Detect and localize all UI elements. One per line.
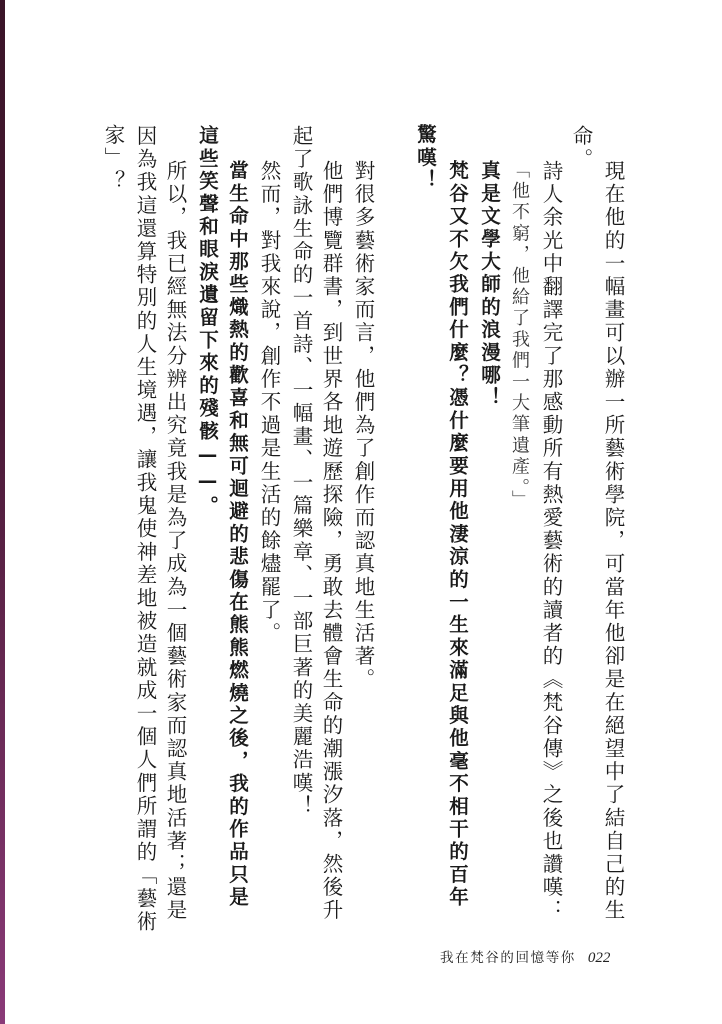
text-column bbox=[566, 0, 596, 1024]
text-column bbox=[504, 0, 534, 1024]
text-column bbox=[348, 0, 378, 1024]
text-column bbox=[536, 0, 566, 1024]
text-column bbox=[286, 0, 316, 1024]
paragraph-line: 現在他的一幅畫可以辦一所藝術學院，可當年他卻是在絕望中了結自己的生 bbox=[601, 160, 625, 923]
paragraph-line: 命。 bbox=[569, 125, 593, 172]
text-column bbox=[316, 0, 346, 1024]
text-column bbox=[254, 0, 284, 1024]
paragraph-line: 真是文學大師的浪漫哪！ bbox=[478, 160, 501, 410]
text-column bbox=[222, 0, 252, 1024]
paragraph-line: 梵谷又不欠我們什麼？憑什麼要用他淒涼的一生來滿足與他毫不相干的百年 bbox=[446, 160, 469, 910]
text-column bbox=[474, 0, 504, 1024]
text-column bbox=[598, 0, 628, 1024]
page-number: 022 bbox=[587, 950, 611, 966]
text-column bbox=[442, 0, 472, 1024]
book-title: 我在梵谷的回憶等你 bbox=[440, 950, 576, 966]
paragraph-line: 當生命中那些熾熱的歡喜和無可迴避的悲傷在熊熊燃燒之後，我的作品只是 bbox=[226, 160, 249, 910]
text-column bbox=[160, 0, 190, 1024]
paragraph-line: 詩人余光中翻譯完了那感動所有熱愛藝術的讀者的《梵谷傳》之後也讚嘆： bbox=[539, 160, 563, 923]
text-column bbox=[130, 0, 160, 1024]
paragraph-line: 然而，對我來說，創作不過是生活的餘燼罷了。 bbox=[257, 160, 281, 646]
paragraph-line: 因為我這還算特別的人生境遇，讓我鬼使神差地被造就成一個人們所謂的「藝術 bbox=[133, 125, 157, 934]
paragraph-line: 驚嘆！ bbox=[414, 124, 437, 193]
paragraph-line: 所以，我已經無法分辨出究竟我是為了成為一個藝術家而認真地活著；還是 bbox=[163, 160, 187, 923]
quotation-line: 「他不窮，他給了我們一大筆遺產。」 bbox=[509, 160, 530, 512]
text-column bbox=[98, 0, 128, 1024]
paragraph-line: 這些笑聲和眼淚遺留下來的殘骸——。 bbox=[196, 125, 219, 518]
text-column bbox=[410, 0, 440, 1024]
paragraph-line: 起了歌詠生命的一首詩、一幅畫、一篇樂章、一部巨著的美麗浩嘆！ bbox=[289, 125, 313, 818]
page-edge-strip bbox=[0, 0, 5, 1024]
paragraph-line: 對很多藝術家而言，他們為了創作而認真地生活著。 bbox=[351, 160, 375, 692]
text-column bbox=[192, 0, 222, 1024]
paragraph-line: 他們博覽群書，到世界各地遊歷探險，勇敢去體會生命的潮漲汐落，然後升 bbox=[319, 160, 343, 923]
paragraph-line: 家」？ bbox=[101, 124, 125, 194]
running-footer bbox=[440, 946, 640, 970]
